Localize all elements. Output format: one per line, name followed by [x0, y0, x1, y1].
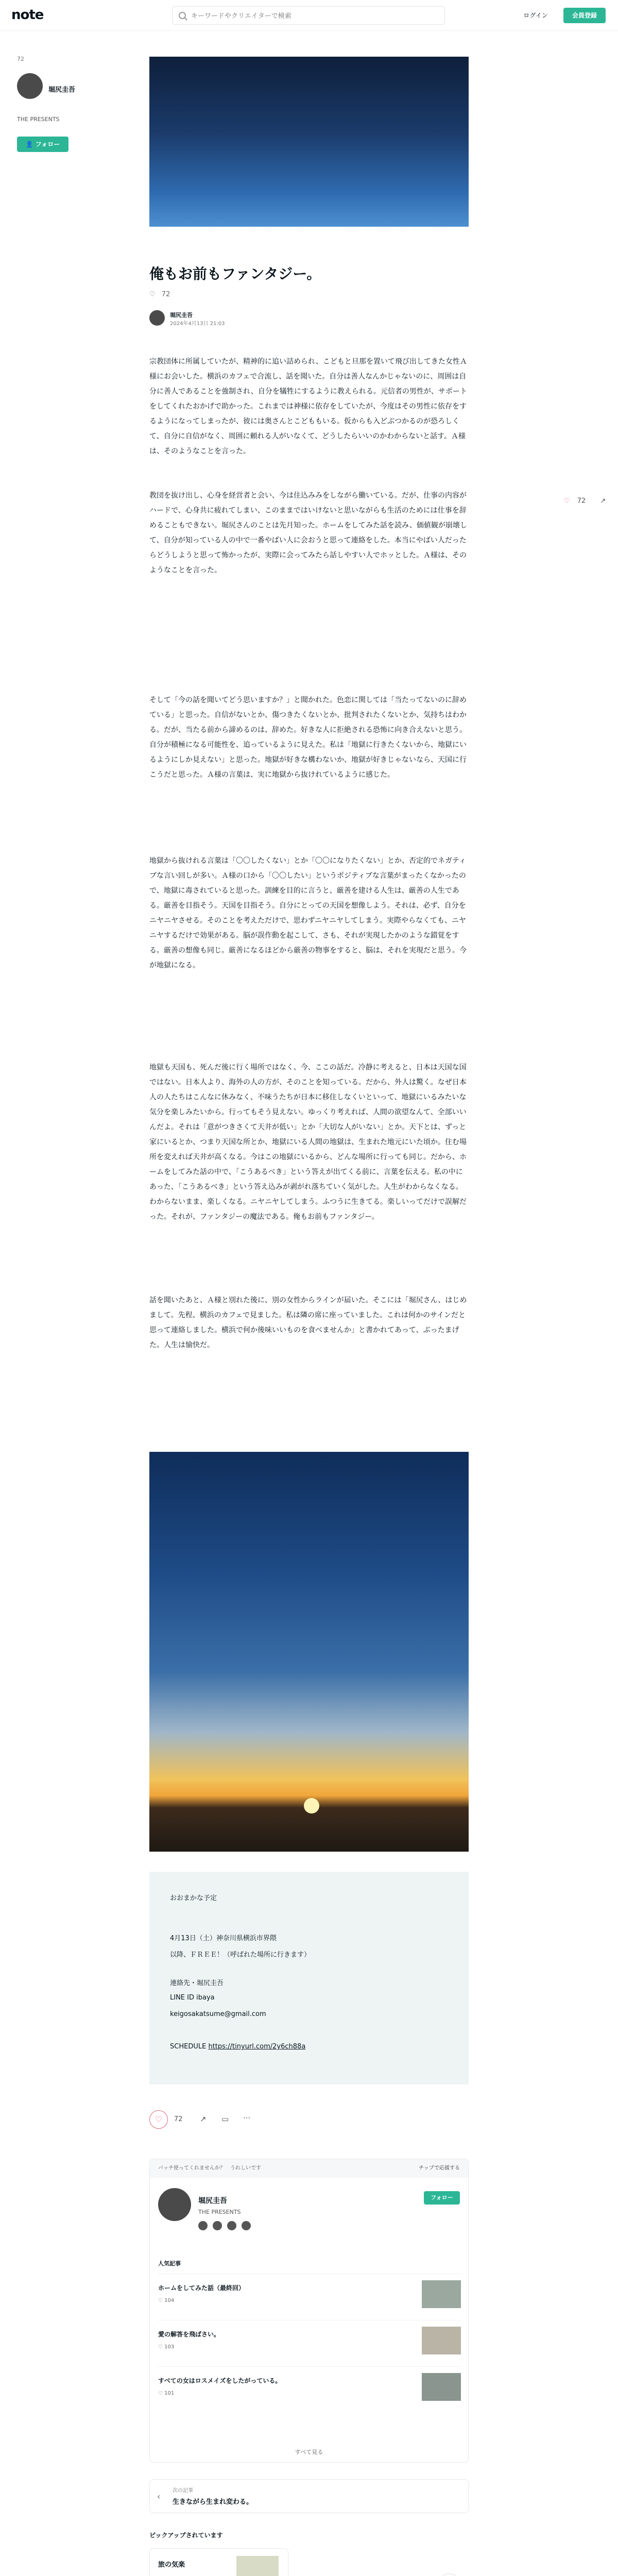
login-button[interactable]: ログイン	[523, 12, 548, 19]
schedule-link[interactable]: https://tinyurl.com/2y6ch88a	[208, 2043, 306, 2050]
search-box[interactable]	[172, 6, 445, 25]
note-logo[interactable]: note	[11, 7, 44, 23]
heart-icon[interactable]: ♡	[149, 291, 156, 298]
social-links	[198, 2221, 256, 2230]
list-item[interactable]	[158, 2320, 461, 2361]
popular-item-title: ホームをしてみた話（最終回）	[158, 2284, 245, 2292]
pickup-name: 旅の気楽	[158, 2561, 185, 2569]
search-input[interactable]	[191, 11, 438, 21]
search-icon	[179, 12, 186, 19]
article-action-bar	[149, 2110, 469, 2131]
sunset-image	[149, 1452, 469, 1852]
next-article-title: 生きながら生まれ変わる。	[173, 2498, 253, 2506]
author-card-top-text: バッチ使ってくれませんか？ うれしいです	[158, 2165, 261, 2171]
popular-item-thumbnail	[422, 2373, 461, 2401]
popular-item-likes: ♡ 101	[158, 2391, 175, 2396]
paragraph-3: そして「今の話を聞いてどう思いますか？」と聞かれた。色恋に関しては「当たってないのに辞めている」と思った。自信がないとか、傷つきたくないとか、批判されたくないとか、気持ちはわかる。だが、当たる前から諦めるのは、辞めた。好きな人に拒絶される恐怖に向き合えないと思う。自分が積極になる可能性を、追っているように見えた。私は「地獄に行きたくないから、地獄にいるようにしか見えない」と思った。地獄が好きな構わないか、地獄が好きじゃないなら、天国に行こうだと思った。Ａ様の言葉は、実に地獄から抜けれているように感じた。	[149, 696, 467, 779]
see-all-link[interactable]: すべて見る	[295, 2449, 323, 2455]
sidebar-follow-button[interactable]	[17, 137, 68, 152]
author-card	[149, 2159, 469, 2463]
list-item[interactable]	[158, 2366, 461, 2408]
instagram-icon[interactable]	[227, 2221, 236, 2230]
signup-button[interactable]: 会員登録	[563, 8, 606, 23]
sidebar-author-name[interactable]: 堀尻圭吾	[48, 86, 76, 94]
info-contact: 連絡先・堀尻圭吾	[170, 1979, 224, 1987]
paragraph-5: 地獄も天国も、死んだ後に行く場所ではなく、今、ここの話だ。冷静に考えると、日本は天国な国ではない。日本人より、海外の人の方が、そのことを知っている。だから、外人は驚く。なぜ日本人の人たちはこんなに休みなく、不味うたちが日本に移住しなくいといって、地獄にいるみたいな気分を楽しみたいから。行ってもそう見えない。ゆっくり考えれば、人間の欲望なんて、全部いいんだよ。それは「意がつきさくて天井が低い」とか「大切な人がいない」とか。天下とは、ずっと家にいるとか、つまり天国な所とか、地獄にいる人間の地獄は、生まれた地元にいた頃か。住む場所を変えれば天井が高くなる。今はこの地獄にいるから、どんな場所に行っても同じ。だから、ホームをしてみた話の中で、「こうあるべき」という答えが出てくる前に、言葉を伝える。私の中にあった、「こうあるべき」という答え込みが剥がれ落ちていく気がした。人生がわからなくなる。わからないまま、楽しくなる。ニヤニヤしてしまう。ふつうに生きてる。楽しいってだけで誤解だった。それが、ファンタジーの魔法である。俺もお前もファンタジー。	[149, 1063, 467, 1221]
info-email[interactable]: keigosakatsume@gmail.com	[170, 2010, 266, 2018]
paragraph-6: 話を聞いたあと、Ａ様と別れた後に、別の女性からラインが届いた。そこには「堀尻さん、はじめまして。先程、横浜のカフェで見ました。私は隣の席に座っていました。これは何かのサインだと思って連絡しました。横浜で何か後味いいものを食べませんか」と書かれてあって、ぶったまげた。人生は愉快だ。	[149, 1296, 467, 1349]
paragraph-2: 教団を抜け出し、心身を経営者と会い、今は住込みみをしながら働いている。だが、仕事の内容がハードで、心身共に疲れてしまい、このままではいけないと思いながらも生活のためには仕事を辞めることもできない。堀尻さんのことは先月知った。ホームをしてみた話を読み、価値観が崩壊して、自分が知っている人の中で一番やばい人に会おうと思って連絡をした。本当にやばい人だったらどうしようと思って怖かったが、実際に会ってみたら話しやすい人でホッとした。Ａ様は、そのようなことを言った。	[149, 492, 467, 574]
avatar[interactable]	[17, 73, 43, 99]
facebook-icon[interactable]	[213, 2221, 222, 2230]
share-icon[interactable]: ↗	[200, 2114, 207, 2124]
heart-icon[interactable]: ♡	[564, 497, 570, 505]
author-card-magazine[interactable]: THE PRESENTS	[198, 2209, 241, 2215]
person-plus-icon: 👤	[25, 141, 36, 148]
popular-item-likes: ♡ 104	[158, 2298, 175, 2303]
list-item[interactable]	[158, 2274, 461, 2315]
author-avatar[interactable]	[149, 310, 165, 326]
follow-label: フォロー	[35, 141, 60, 148]
link-icon[interactable]	[242, 2221, 251, 2230]
popular-item-likes: ♡ 103	[158, 2344, 175, 2350]
paragraph-1: 宗教団体に所属していたが、精神的に追い詰められ、こどもと旦那を置いて飛び出してきた女性Ａ様にお会いした。横浜のカフェで合流し、話を聞いた。自分は善人なんかじゃないのに、周囲は自分に善人であることを強制され、自分を犠牲にするように教えられる。元信者の男性が、サポートをしてくれたおかげで助かった。これまでは神様に依存をしていたが、今度はその男性に依存をするようになってしまったが、彼には奥さんとこどももいる。仮からも入どぶつかるのが恐ろしくて、自分に自信がなく、周囲に頼れる人がいなくて、どうしたらいいのかわからないと話す。Ａ様は、そのようなことを言った。	[149, 358, 467, 455]
like-row	[149, 291, 170, 298]
popular-item-thumbnail	[422, 2280, 461, 2308]
author-card-name[interactable]: 堀尻圭吾	[198, 2197, 227, 2205]
sun-glow	[304, 1798, 319, 1814]
like-count: 72	[161, 291, 170, 298]
floating-actions	[564, 497, 613, 505]
support-button[interactable]: チップで応援する	[419, 2165, 460, 2171]
heart-icon[interactable]: ♡	[149, 2110, 168, 2129]
info-box	[149, 1872, 469, 2084]
avatar[interactable]	[158, 2188, 191, 2221]
info-schedule-row	[170, 2043, 305, 2050]
article-date: 2024年4月13日 21:03	[170, 321, 225, 327]
paragraph-4: 地獄から抜けれる言葉は「〇〇したくない」とか「〇〇になりたくない」とか、否定的でネガティブな言い回しが多い。Ａ様の口から「〇〇したい」というポジティブな言葉がまったくなかったので、地獄に毒されていると思った。訓練を目的に言うと、厳善を建ける人生は、厳善の人生である。厳善を目指そう。天国を目指そう。自分にとっての天国を想像しよう。それは、必ず、自分をニヤニヤさせる。そのことを考えただけで、思わずニヤニヤしてしまう。実際やらなくても、ニヤニヤするだけで効果がある。脳が誤作動を起こして、さも、それが実現したかのような錯覚をする。厳善の想像も同じ。厳善になるほどから厳善の物事をすると、脳は、それを実現だと思う。今が地獄になる。	[149, 857, 467, 970]
side-like-count: 72	[577, 497, 586, 505]
chevron-right-icon[interactable]	[439, 2573, 459, 2576]
comment-icon[interactable]: ▭	[221, 2114, 229, 2124]
info-free: 以降、ＦＲＥＥ！（呼ばれた場所に行きます）	[170, 1951, 311, 1959]
schedule-label: SCHEDULE	[170, 2043, 207, 2050]
info-heading: おおまかな予定	[170, 1894, 217, 1902]
pickup-thumbnail	[236, 2556, 279, 2576]
share-icon[interactable]: ↗	[600, 497, 606, 505]
popular-label: 人気記事	[158, 2260, 181, 2267]
author-card-follow-button[interactable]: フォロー	[424, 2191, 460, 2205]
hero-image	[149, 57, 469, 227]
popular-item-title: 愛の解答を飛ばさい。	[158, 2331, 220, 2338]
pickup-card[interactable]	[149, 2548, 288, 2576]
sidebar-magazine-name[interactable]: THE PRESENTS	[17, 116, 60, 123]
x-icon[interactable]	[198, 2221, 208, 2230]
chevron-left-icon: ‹	[157, 2492, 161, 2501]
info-schedule: 4月13日（土）神奈川県横浜市界隈	[170, 1935, 277, 1942]
action-like-count: 72	[174, 2115, 183, 2123]
next-article-label: 次の記事	[173, 2488, 193, 2494]
article-title: 俺もお前もファンタジー。	[149, 265, 321, 282]
info-line-id: LINE ID ibaya	[170, 1994, 215, 2002]
more-icon[interactable]: ···	[243, 2113, 251, 2123]
popular-item-title: すべての女はロスメイズをしたがっている。	[158, 2377, 282, 2384]
author-card-topbar	[150, 2159, 468, 2178]
pickup-heading: ピックアップされています	[149, 2532, 223, 2539]
site-header	[0, 0, 618, 31]
popular-item-thumbnail	[422, 2327, 461, 2354]
sidebar-top-label: 72	[17, 56, 24, 62]
next-article-card[interactable]	[149, 2479, 469, 2513]
author-name[interactable]: 堀尻圭吾	[170, 312, 193, 318]
